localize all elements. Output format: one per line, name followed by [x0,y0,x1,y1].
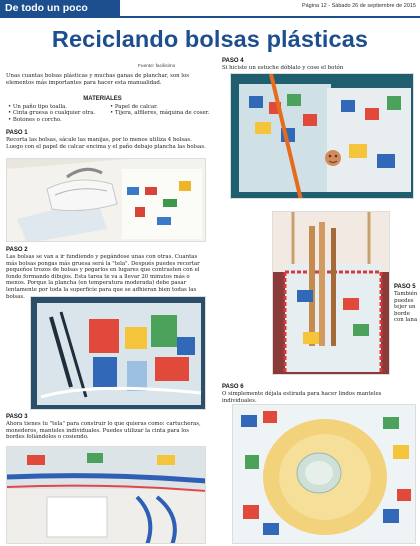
fused-plastic-sheet-illustration [31,297,206,410]
header-rule [0,16,420,18]
list-item: • Un paño tipo toalla. [8,104,68,110]
step-3-label: PASO 3 [6,414,28,420]
step-5-text: También puedes tejer un borde con lana [394,291,418,324]
list-item: • Tijera, alfileres, máquina de coser. [110,110,210,117]
step-1-label: PASO 1 [6,130,28,136]
pouch-with-button-illustration [231,74,414,199]
step-2-photo [30,296,206,410]
knitted-border-case-illustration [273,212,390,375]
list-item: • Papel de calcar. [110,104,158,110]
step-6-label: PASO 6 [222,384,244,390]
materials-list-right [110,104,210,117]
step-1-text: Recorta las bolsas, sácale las manijas, por lo menos utiliza 4 bolsas. Luego con el papel de calcar encima y el paño debajo plancha las bolsas. [6,137,206,150]
section-tag: De todo un poco [0,0,120,16]
step-6-photo [232,404,416,544]
step-5-photo [272,211,390,375]
sewing-edge-illustration [7,447,206,544]
iron-on-bags-illustration [7,159,206,242]
article-title: Reciclando bolsas plásticas [51,26,369,52]
intro-text: Unas cuantas bolsas plásticas y muchas ganas de planchar, son los elementos más importantes para hacer esta manualidad. [6,73,190,86]
article-source: Fuente: facilisimo [138,64,176,69]
page-info: Página 12 - Sábado 26 de septiembre de 2015 [301,3,416,9]
step-2-text: Las bolsas se van a ir fundiendo y pegándose unas con otras. Cuantas más bolsas pongas más gruesa será la "tela". Después puedes recortar pequeños trozos de bolsas y pegarlos en lugares que contrasten con el fondo formando dibujos. Esta tarea te va a llevar 20 minutos más o menos. Porque la plancha (en temperatura moderada) debe pasar lentamente por toda la superficie para que se adhieran bien todas las bolsas. [6,254,200,300]
list-item: • Cinta gruesa o cualquier otra. [8,110,96,117]
step-3-text: Ahora tienes tu "tela" para construir lo que quieras como: cartucheras, monederos, manteles individuales. Puedes utilizar la cinta para los bordes foliándolos o cosiendo. [6,421,201,441]
step-6-text: O simplemente déjala estirada para hacer lindos manteles individuales. [222,391,382,404]
placemat-illustration [233,405,416,544]
step-4-label: PASO 4 [222,58,244,64]
materials-title: MATERIALES [83,96,122,102]
step-4-photo [230,73,414,199]
step-1-photo [6,158,206,242]
materials-list-left [8,104,108,123]
step-4-text: Si hiciste un estuche dóblalo y cose el botón [222,65,344,71]
list-item: • Botones o corcho. [8,116,62,123]
step-3-photo [6,446,206,544]
step-5-label: PASO 5 [394,284,416,290]
step-2-label: PASO 2 [6,247,28,253]
